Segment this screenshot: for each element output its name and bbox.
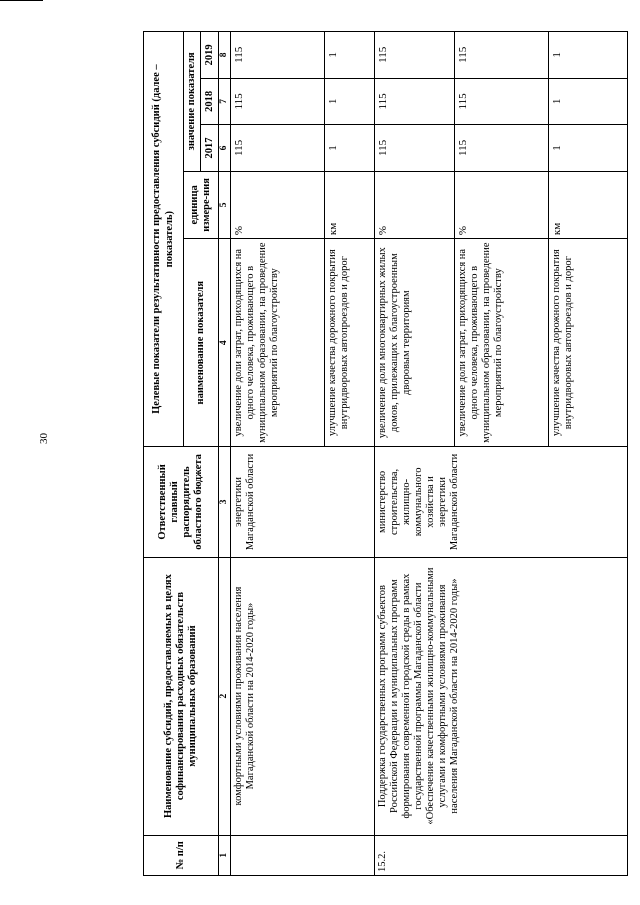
column-number: 8 — [219, 32, 231, 79]
row2-indicator-3-2017: 1 — [548, 125, 627, 172]
row2-indicator-3-2019: 1 — [548, 32, 627, 79]
row2-indicator-2-unit: % — [454, 171, 548, 238]
header-unit: единица измере-ния — [184, 171, 219, 238]
row2-indicator-3-unit: км — [548, 171, 627, 238]
row2-indicator-1-unit: % — [374, 171, 454, 238]
header-responsible: Ответственный главный распорядитель областного бюджета — [144, 447, 219, 557]
header-year-2017: 2017 — [201, 125, 219, 172]
header-indicator-name: наименование показателя — [184, 239, 219, 447]
row2-indicator-2-2019: 115 — [454, 32, 548, 79]
row1-indicator-1-name: увеличение доли затрат, приходящихся на одного человека, проживающего в муниципальном образовании, на проведение мероприятий по благоустройству — [230, 239, 324, 447]
page-number: 30 — [38, 433, 50, 444]
header-year-2018: 2018 — [201, 78, 219, 125]
row1-indicator-1-2019: 115 — [230, 32, 324, 79]
column-number: 4 — [219, 239, 231, 447]
header-indicators: Целевые показатели результативности предоставления субсидий (далее – показатель) — [144, 32, 184, 447]
row2-indicator-1-2019: 115 — [374, 32, 454, 79]
top-rule — [0, 0, 43, 1]
row1-responsible: энергетики Магаданской области — [230, 447, 374, 557]
row1-indicator-2-2018: 1 — [324, 78, 374, 125]
column-number: 6 — [219, 125, 231, 172]
row2-indicator-1-name: увеличение доли многоквартирных жилых домов, прилежащих к благоустроенным дворовым территориям — [374, 239, 454, 447]
column-number: 2 — [219, 557, 231, 835]
row1-indicator-1-2017: 115 — [230, 125, 324, 172]
column-number: 5 — [219, 171, 231, 238]
row1-subsidy-name: комфортными условиями проживания населения Магаданской области на 2014-2020 годы» — [230, 557, 374, 835]
row1-indicator-2-2019: 1 — [324, 32, 374, 79]
row2-subsidy-name: Поддержка государственных программ субъектов Российской Федерации и муниципальных программ формирования современной городской среды в рамках государственной программы Магаданской области «Обеспечение качественными жилищно-коммунальными услугами и комфортными условиями проживания населения Магаданской области на 2014-2020 годы» — [374, 557, 627, 835]
column-number: 1 — [219, 835, 231, 875]
subsidy-indicators-table — [143, 31, 628, 876]
row1-indicator-2-name: улучшение качества дорожного покрытия внутридворовых автопроездов и дорог — [324, 239, 374, 447]
row1-indicator-2-unit: км — [324, 171, 374, 238]
row2-indicator-1-2018: 115 — [374, 78, 454, 125]
row1-no — [230, 835, 374, 875]
column-number: 3 — [219, 447, 231, 557]
column-number: 7 — [219, 78, 231, 125]
row1-indicator-1-unit: % — [230, 171, 324, 238]
header-values: значение показателя — [184, 32, 201, 172]
row2-responsible: министерство строительства, жилищно-коммунального хозяйства и энергетики Магаданской области — [374, 447, 627, 557]
row2-indicator-2-2018: 115 — [454, 78, 548, 125]
row2-indicator-1-2017: 115 — [374, 125, 454, 172]
row1-indicator-2-2017: 1 — [324, 125, 374, 172]
header-subsidy-name: Наименование субсидий, предоставляемых в целях софинансирования расходных обязательств муниципальных образований — [144, 557, 219, 835]
row2-indicator-3-2018: 1 — [548, 78, 627, 125]
header-year-2019: 2019 — [201, 32, 219, 79]
rotated-table-container — [143, 31, 628, 876]
row2-no: 15.2. — [374, 835, 627, 875]
row1-indicator-1-2018: 115 — [230, 78, 324, 125]
header-no: № п/п — [144, 835, 219, 875]
row2-indicator-2-2017: 115 — [454, 125, 548, 172]
row2-indicator-3-name: улучшение качества дорожного покрытия внутридворовых автопроездов и дорог — [548, 239, 627, 447]
row2-indicator-2-name: увеличение доли затрат, приходящихся на одного человека, проживающего в муниципальном образовании, на проведение мероприятий по благоустройству — [454, 239, 548, 447]
